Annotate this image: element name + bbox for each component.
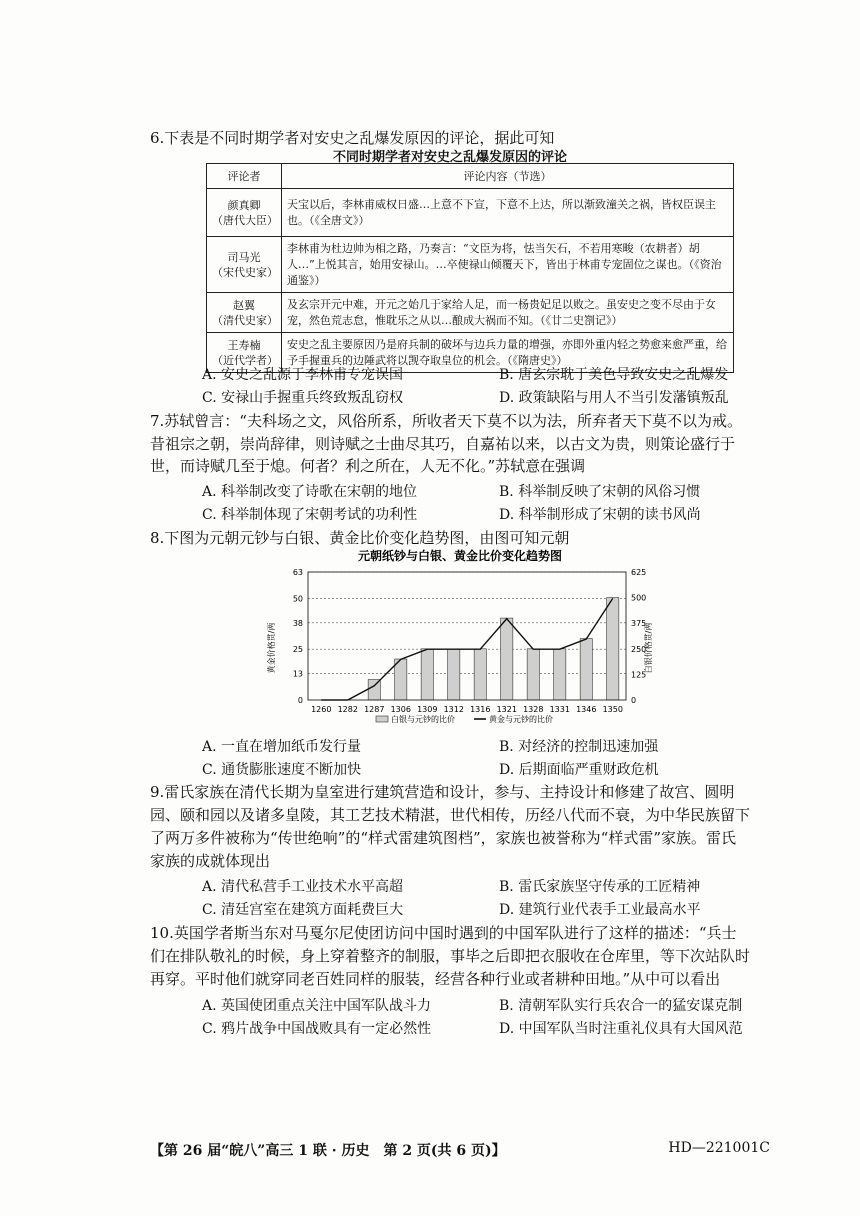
x-tick-label: 1331 bbox=[549, 705, 570, 714]
legend-bar-label: 白银与元钞的比价 bbox=[391, 715, 455, 724]
table-title: 不同时期学者对安史之乱爆发原因的评论 bbox=[332, 150, 567, 165]
q9-option-c: C. 清廷宫室在建筑方面耗费巨大 bbox=[202, 902, 404, 918]
page-footer bbox=[150, 1140, 770, 1160]
question-6-stem: 6.下表是不同时期学者对安史之乱爆发原因的评论，据此可知 bbox=[150, 129, 555, 147]
y-axis-right-label: 白银价格贯/两 bbox=[644, 622, 653, 674]
q6-option-c: C. 安禄山手握重兵终致叛乱窃权 bbox=[202, 390, 404, 406]
question-10-stem: 10.英国学者斯当东对马戛尔尼使团访问中国时遇到的中国军队进行了这样的描述：“兵士们在排队敬礼的时候，身上穿着整齐的制服，事毕之后即把衣服收在仓库里，等下次站队时再穿。平时他们就穿同老百姓同样的服装，经营各种行业或者耕种田地。”从中可以看出 bbox=[150, 924, 751, 988]
q10-option-c: C. 鸦片战争中国战败具有一定必然性 bbox=[202, 1021, 432, 1037]
silver-bar bbox=[421, 649, 433, 700]
commentator-name: 司马光 bbox=[227, 250, 261, 264]
silver-bar bbox=[368, 680, 380, 700]
q7-option-b: B. 科举制反映了宋朝的风俗习惯 bbox=[499, 484, 701, 500]
y-tick-left: 25 bbox=[292, 645, 303, 655]
commentator-cell bbox=[207, 293, 282, 333]
comment-content: 及玄宗开元中难，开元之始几于家给人足，而一杨贵妃足以败之。虽安史之变不尽由于女宠，然色荒志怠，惟耽乐之从以…酿成大祸而不知。（《廿二史劄记》） bbox=[282, 293, 734, 333]
comment-content: 李林甫为杜边帅为相之路，乃奏言：“文臣为将，怯当矢石，不若用寒畯（农耕者）胡人…”上悦其言，始用安禄山。…卒使禄山倾覆天下，皆出于林甫专宠固位之谋也。（《资治通鉴》） bbox=[282, 237, 734, 293]
q10-option-d: D. 中国军队当时注重礼仪具有大国风范 bbox=[499, 1021, 743, 1037]
silver-bar bbox=[527, 649, 539, 700]
legend bbox=[376, 714, 553, 724]
commentator-cell bbox=[207, 189, 282, 237]
q6-option-a: A. 安史之乱源于李林甫专宠误国 bbox=[202, 367, 404, 383]
y-tick-right: 375 bbox=[631, 619, 647, 629]
x-tick-label: 1287 bbox=[364, 705, 385, 714]
q10-option-b: B. 清朝军队实行兵农合一的猛安谋克制 bbox=[499, 998, 743, 1014]
plot-frame bbox=[308, 572, 626, 700]
commentator-name: 赵翼 bbox=[233, 298, 255, 312]
q9-option-b: B. 雷氏家族坚守传承的工匠精神 bbox=[499, 879, 701, 895]
exam-code: HD—221001C bbox=[668, 1140, 770, 1156]
q9-option-d: D. 建筑行业代表手工业最高水平 bbox=[499, 902, 701, 918]
question-8-stem: 8.下图为元朝元钞与白银、黄金比价变化趋势图，由图可知元朝 bbox=[150, 529, 570, 547]
table-row bbox=[207, 293, 734, 333]
q9-option-a: A. 清代私营手工业技术水平高超 bbox=[202, 879, 404, 895]
table-row bbox=[207, 189, 734, 237]
q10-option-a: A. 英国使团重点关注中国军队战斗力 bbox=[202, 998, 432, 1014]
x-tick-label: 1260 bbox=[311, 705, 332, 714]
q6-option-d: D. 政策缺陷与用人不当引发藩镇叛乱 bbox=[499, 390, 729, 406]
y-tick-left: 50 bbox=[292, 594, 303, 604]
x-tick-label: 1316 bbox=[470, 705, 491, 714]
q7-option-c: C. 科举制体现了宋朝考试的功利性 bbox=[202, 507, 418, 523]
y-tick-left: 13 bbox=[292, 669, 303, 679]
x-tick-label: 1350 bbox=[602, 705, 623, 714]
x-tick-label: 1321 bbox=[496, 705, 517, 714]
commentator-name: 颜真卿 bbox=[227, 198, 261, 212]
comment-content: 安史之乱主要原因乃是府兵制的破坏与边兵力量的增强，亦即外重内轻之势愈来愈严重，给予手握重兵的边陲武将以觊夺取皇位的机会。（《隋唐史》） bbox=[282, 333, 734, 373]
exchange-rate-chart bbox=[250, 548, 670, 736]
q7-option-d: D. 科举制形成了宋朝的读书风尚 bbox=[499, 507, 701, 523]
comment-content: 天宝以后，李林甫威权日盛…上意不下宣，下意不上达，所以渐致潼关之祸，皆权臣误主也。（《全唐文》） bbox=[282, 189, 734, 237]
header-commentator: 评论者 bbox=[207, 164, 282, 189]
silver-bar bbox=[395, 659, 407, 700]
commentator-name: 王寿楠 bbox=[227, 338, 261, 352]
q8-option-d: D. 后期面临严重财政危机 bbox=[499, 762, 659, 778]
table-header-row bbox=[207, 164, 734, 189]
table-row bbox=[207, 237, 734, 293]
y-tick-left: 0 bbox=[297, 696, 303, 705]
y-tick-right: 500 bbox=[631, 593, 647, 603]
y-tick-right: 125 bbox=[631, 670, 647, 680]
commentary-table bbox=[206, 163, 734, 373]
silver-bar bbox=[474, 649, 486, 700]
silver-bar bbox=[554, 649, 566, 700]
legend-line-label: 黄金与元钞的比价 bbox=[489, 715, 553, 724]
x-tick-label: 1346 bbox=[576, 705, 597, 714]
header-content: 评论内容（节选） bbox=[282, 164, 734, 189]
footer-text: 【第 26 届“皖八”高三 1 联 · 历史 第 2 页(共 6 页)】 bbox=[150, 1143, 506, 1159]
q8-option-c: C. 通货膨胀速度不断加快 bbox=[202, 762, 362, 778]
silver-bar bbox=[580, 639, 592, 700]
y-tick-right: 625 bbox=[631, 568, 647, 577]
y-axis-left-label: 黄金价格贯/两 bbox=[267, 622, 276, 674]
commentator-era: （唐代大臣） bbox=[212, 213, 278, 227]
x-tick-label: 1309 bbox=[417, 705, 438, 714]
commentator-cell bbox=[207, 237, 282, 293]
x-tick-label: 1328 bbox=[523, 705, 544, 714]
commentator-era: （宋代史家） bbox=[212, 265, 278, 279]
silver-bar bbox=[448, 649, 460, 700]
x-tick-label: 1312 bbox=[443, 705, 464, 714]
legend-bar-swatch bbox=[376, 716, 388, 722]
silver-bar bbox=[501, 618, 513, 700]
y-tick-right: 0 bbox=[631, 696, 637, 705]
q7-option-a: A. 科举制改变了诗歌在宋朝的地位 bbox=[202, 484, 418, 500]
q8-option-a: A. 一直在增加纸币发行量 bbox=[202, 739, 362, 755]
y-tick-right: 250 bbox=[631, 644, 647, 654]
q6-option-b: B. 唐玄宗耽于美色导致安史之乱爆发 bbox=[499, 367, 729, 383]
commentator-era: （近代学者） bbox=[212, 353, 278, 367]
commentator-era: （清代史家） bbox=[212, 313, 278, 327]
question-7-stem: 7.苏轼曾言：“夫科场之文，风俗所系，所收者天下莫不以为法，所弃者天下莫不以为戒。昔祖宗之朝，崇尚辞律，则诗赋之士曲尽其巧，自嘉祐以来，以古文为贵，则策论盛行于世，而诗赋几至于熄。何者？利之所在，人无不化。”苏轼意在强调 bbox=[150, 412, 742, 475]
y-tick-left: 38 bbox=[292, 618, 303, 628]
chart-title: 元朝纸钞与白银、黄金比价变化趋势图 bbox=[357, 549, 563, 563]
question-9-stem: 9.雷氏家族在清代长期为皇室进行建筑营造和设计，参与、主持设计和修建了故宫、圆明园、颐和园以及诸多皇陵，其工艺技术精湛，世代相传，历经八代而不衰，为中华民族留下了两万多件被称为“传世绝响”的“样式雷建筑图档”，家族也被誉称为“样式雷”家族。雷氏家族的成就体现出 bbox=[150, 783, 751, 870]
q8-option-b: B. 对经济的控制迅速加强 bbox=[499, 739, 659, 755]
y-tick-left: 63 bbox=[292, 568, 303, 577]
x-tick-label: 1306 bbox=[390, 705, 411, 714]
silver-bar bbox=[607, 598, 619, 700]
x-tick-label: 1282 bbox=[337, 705, 358, 714]
